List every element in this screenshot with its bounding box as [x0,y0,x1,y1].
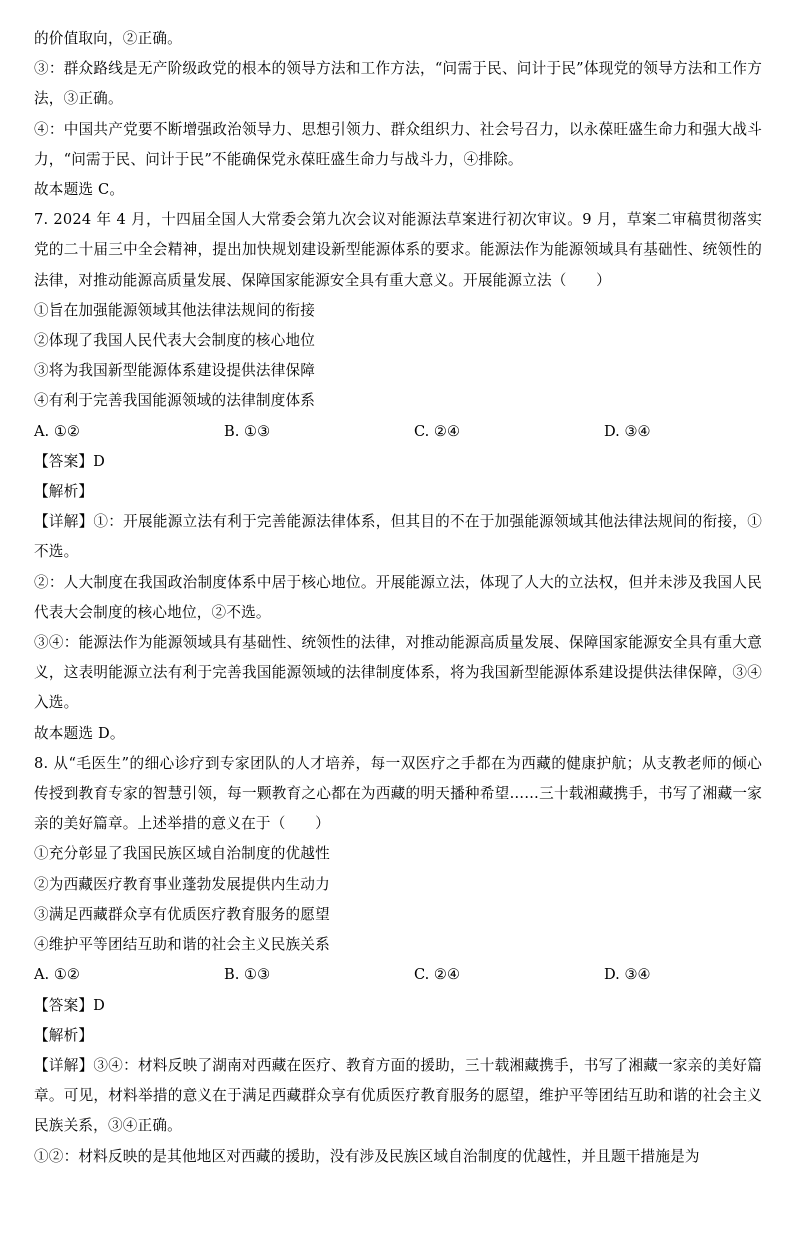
paragraph: ④：中国共产党要不断增强政治领导力、思想引领力、群众组织力、社会号召力，以永葆旺盛生命力和强大战斗力，“问需于民、问计于民”不能确保党永葆旺盛生命力与战斗力，④排除。 [34,120,762,168]
paragraph: ③：群众路线是无产阶级政党的根本的领导方法和工作方法，“问需于民、问计于民”体现党的领导方法和工作方法，③正确。 [34,60,762,108]
paragraph: 【解析】 [34,1026,94,1044]
answer-options-row [34,417,762,447]
paragraph: 【解析】 [34,483,94,501]
answer-option[interactable]: B. ①③ [224,966,271,984]
paragraph: 的价值取向，②正确。 [34,30,182,47]
answer-option[interactable]: B. ①③ [224,422,271,440]
paragraph: 【答案】D [34,452,106,470]
document-body [34,24,762,1172]
paragraph: 故本题选 D。 [34,724,125,742]
answer-option[interactable]: C. ②④ [414,966,461,984]
paragraph: ③④：能源法作为能源领域具有基础性、统领性的法律，对推动能源高质量发展、保障国家能源安全具有重大意义，这表明能源立法有利于完善我国能源领域的法律制度体系，将为我国新型能源体系建设提供法律保障，③④入选。 [34,634,762,712]
paragraph: ②体现了我国人民代表大会制度的核心地位 [34,332,316,350]
paragraph: ③满足西藏群众享有优质医疗教育服务的愿望 [34,905,330,923]
paragraph: ①旨在加强能源领域其他法律法规间的衔接 [34,301,316,319]
paragraph: 【答案】D [34,996,106,1014]
paragraph: ①②：材料反映的是其他地区对西藏的援助，没有涉及民族区域自治制度的优越性，并且题干措施是为 [34,1147,700,1165]
paragraph: 7. 2024 年 4 月，十四届全国人大常委会第九次会议对能源法草案进行初次审议。9 月，草案二审稿贯彻落实党的二十届三中全会精神，提出加快规划建设新型能源体系的要求。能源法作为能源领域具有基础性、统领性的法律，对推动能源高质量发展、保障国家能源安全具有重大意义。开展能源立法（ ） [34,211,762,289]
answer-option[interactable]: D. ③④ [604,966,651,984]
answer-option[interactable]: D. ③④ [604,422,651,440]
paragraph: ④维护平等团结互助和谐的社会主义民族关系 [34,936,330,954]
paragraph: 【详解】①：开展能源立法有利于完善能源法律体系，但其目的不在于加强能源领域其他法律法规间的衔接，①不选。 [34,513,762,561]
answer-option[interactable]: C. ②④ [414,422,461,440]
paragraph: 8. 从“毛医生”的细心诊疗到专家团队的人才培养，每一双医疗之手都在为西藏的健康护航；从支教老师的倾心传授到教育专家的智慧引领，每一颗教育之心都在为西藏的明天播种希望……三十载湘藏携手，书写了湘藏一家亲的美好篇章。上述举措的意义在于（ ） [34,754,762,833]
paragraph: ③将为我国新型能源体系建设提供法律保障 [34,362,316,380]
answer-options-row [34,960,762,990]
paragraph: 【详解】③④：材料反映了湖南对西藏在医疗、教育方面的援助，三十载湘藏携手，书写了湘藏一家亲的美好篇章。可见，材料举措的意义在于满足西藏群众享有优质医疗教育服务的愿望，维护平等团结互助和谐的社会主义民族关系，③④正确。 [34,1056,762,1135]
paragraph: ①充分彰显了我国民族区域自治制度的优越性 [34,845,330,863]
paragraph: ④有利于完善我国能源领域的法律制度体系 [34,392,316,410]
paragraph: ②：人大制度在我国政治制度体系中居于核心地位。开展能源立法，体现了人大的立法权，但并未涉及我国人民代表大会制度的核心地位，②不选。 [34,573,762,621]
paragraph: ②为西藏医疗教育事业蓬勃发展提供内生动力 [34,875,330,893]
answer-option[interactable]: A. ①② [34,422,80,440]
paragraph: 故本题选 C。 [34,181,125,199]
answer-option[interactable]: A. ①② [34,966,80,984]
